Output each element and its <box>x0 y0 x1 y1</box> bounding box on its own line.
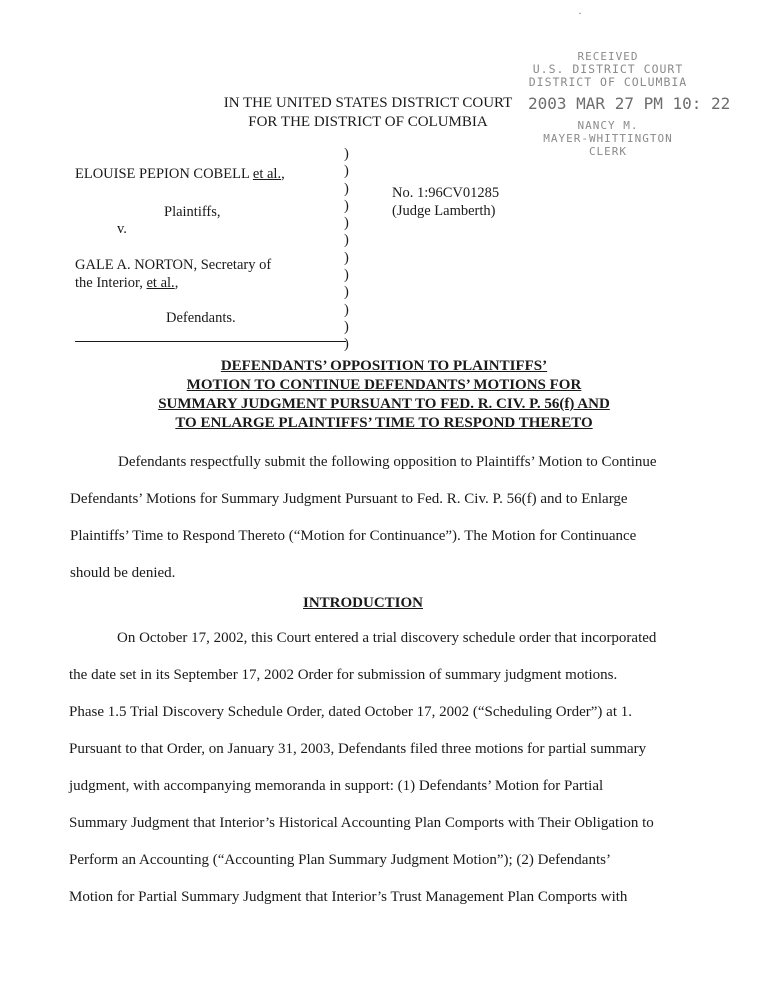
paren: ) <box>344 301 349 318</box>
stamp-court: U.S. DISTRICT COURT <box>532 62 684 76</box>
paragraph-line: Pursuant to that Order, on January 31, 2003, Defendants filed three motions for partial summary <box>69 741 647 757</box>
caption-rule <box>75 341 346 342</box>
plaintiff-comma: , <box>281 166 285 182</box>
paren: ) <box>344 336 349 353</box>
corner-mark: · <box>578 6 582 20</box>
paragraph-line: Perform an Accounting (“Accounting Plan Summary Judgment Motion”); (2) Defendants’ <box>69 852 611 868</box>
paragraph-line: Defendants respectfully submit the following opposition to Plaintiffs’ Motion to Continue <box>118 454 657 470</box>
paragraph-line: the date set in its September 17, 2002 Order for submission of summary judgment motions. <box>69 667 618 683</box>
title-line4: TO ENLARGE PLAINTIFFS’ TIME TO RESPOND THERETO <box>175 415 593 431</box>
court-name-line2: FOR THE DISTRICT OF COLUMBIA <box>248 114 488 130</box>
stamp-district: DISTRICT OF COLUMBIA <box>528 75 688 89</box>
defendant-name-line2 <box>75 274 178 292</box>
title-line1: DEFENDANTS’ OPPOSITION TO PLAINTIFFS’ <box>220 358 548 374</box>
title-line3: SUMMARY JUDGMENT PURSUANT TO FED. R. CIV. P. 56(f) AND <box>158 396 610 412</box>
defendant-line2-prefix: the Interior, <box>75 275 143 291</box>
paragraph-line: Phase 1.5 Trial Discovery Schedule Order, dated October 17, 2002 (“Scheduling Order”) at 1. <box>69 704 633 720</box>
paragraph-line: Plaintiffs’ Time to Respond Thereto (“Motion for Continuance”). The Motion for Continuance <box>70 528 637 544</box>
judge-name: (Judge Lamberth) <box>392 203 496 219</box>
paren: ) <box>344 267 349 284</box>
case-number: No. 1:96CV01285 <box>392 185 500 201</box>
court-header <box>216 94 520 132</box>
introduction-paragraph <box>69 620 656 916</box>
title-line2: MOTION TO CONTINUE DEFENDANTS’ MOTIONS FOR <box>186 377 582 393</box>
defendants-label: Defendants. <box>166 310 236 326</box>
paragraph-line: On October 17, 2002, this Court entered a trial discovery schedule order that incorporated <box>117 630 657 646</box>
plaintiff-etal: et al. <box>252 166 282 182</box>
plaintiff-name <box>75 165 285 183</box>
introduction-heading: INTRODUCTION <box>302 595 423 611</box>
paragraph-line: judgment, with accompanying memoranda in support: (1) Defendants’ Motion for Partial <box>69 778 604 794</box>
document-title <box>100 357 668 433</box>
stamp-received: RECEIVED <box>577 50 639 63</box>
versus-label: v. <box>117 221 127 237</box>
plaintiffs-label: Plaintiffs, <box>164 204 221 220</box>
defendant-etal: et al. <box>146 275 175 291</box>
paren: ) <box>344 249 349 266</box>
paren: ) <box>344 146 349 162</box>
court-name-line1: IN THE UNITED STATES DISTRICT COURT <box>223 95 513 111</box>
paren: ) <box>344 163 349 180</box>
paren: ) <box>344 232 349 249</box>
paragraph-line: Defendants’ Motions for Summary Judgment Pursuant to Fed. R. Civ. P. 56(f) and to Enlarge <box>70 491 628 507</box>
plaintiff-name-text: ELOUISE PEPION COBELL <box>75 166 250 182</box>
paragraph-line: Motion for Partial Summary Judgment that Interior’s Trust Management Plan Comports with <box>69 889 628 905</box>
paragraph-line: Summary Judgment that Interior’s Historical Accounting Plan Comports with Their Obligation to <box>69 815 654 831</box>
paren: ) <box>344 284 349 301</box>
paren: ) <box>344 215 349 232</box>
caption-paren-column <box>344 146 349 354</box>
defendant-comma: , <box>174 275 179 291</box>
stamp-clerk-title: CLERK <box>588 145 628 158</box>
received-stamp <box>528 50 731 158</box>
stamp-clerk-name2: MAYER-WHITTINGTON <box>543 132 673 145</box>
defendant-name-line1: GALE A. NORTON, Secretary of <box>75 257 272 273</box>
stamp-datetime: 2003 MAR 27 PM 10: 22 <box>528 94 731 113</box>
paren: ) <box>344 318 349 335</box>
paren: ) <box>344 180 349 197</box>
paragraph-line: should be denied. <box>70 565 176 581</box>
opening-paragraph <box>70 444 657 592</box>
paren: ) <box>344 197 349 214</box>
stamp-clerk-name1: NANCY M. <box>577 119 639 132</box>
